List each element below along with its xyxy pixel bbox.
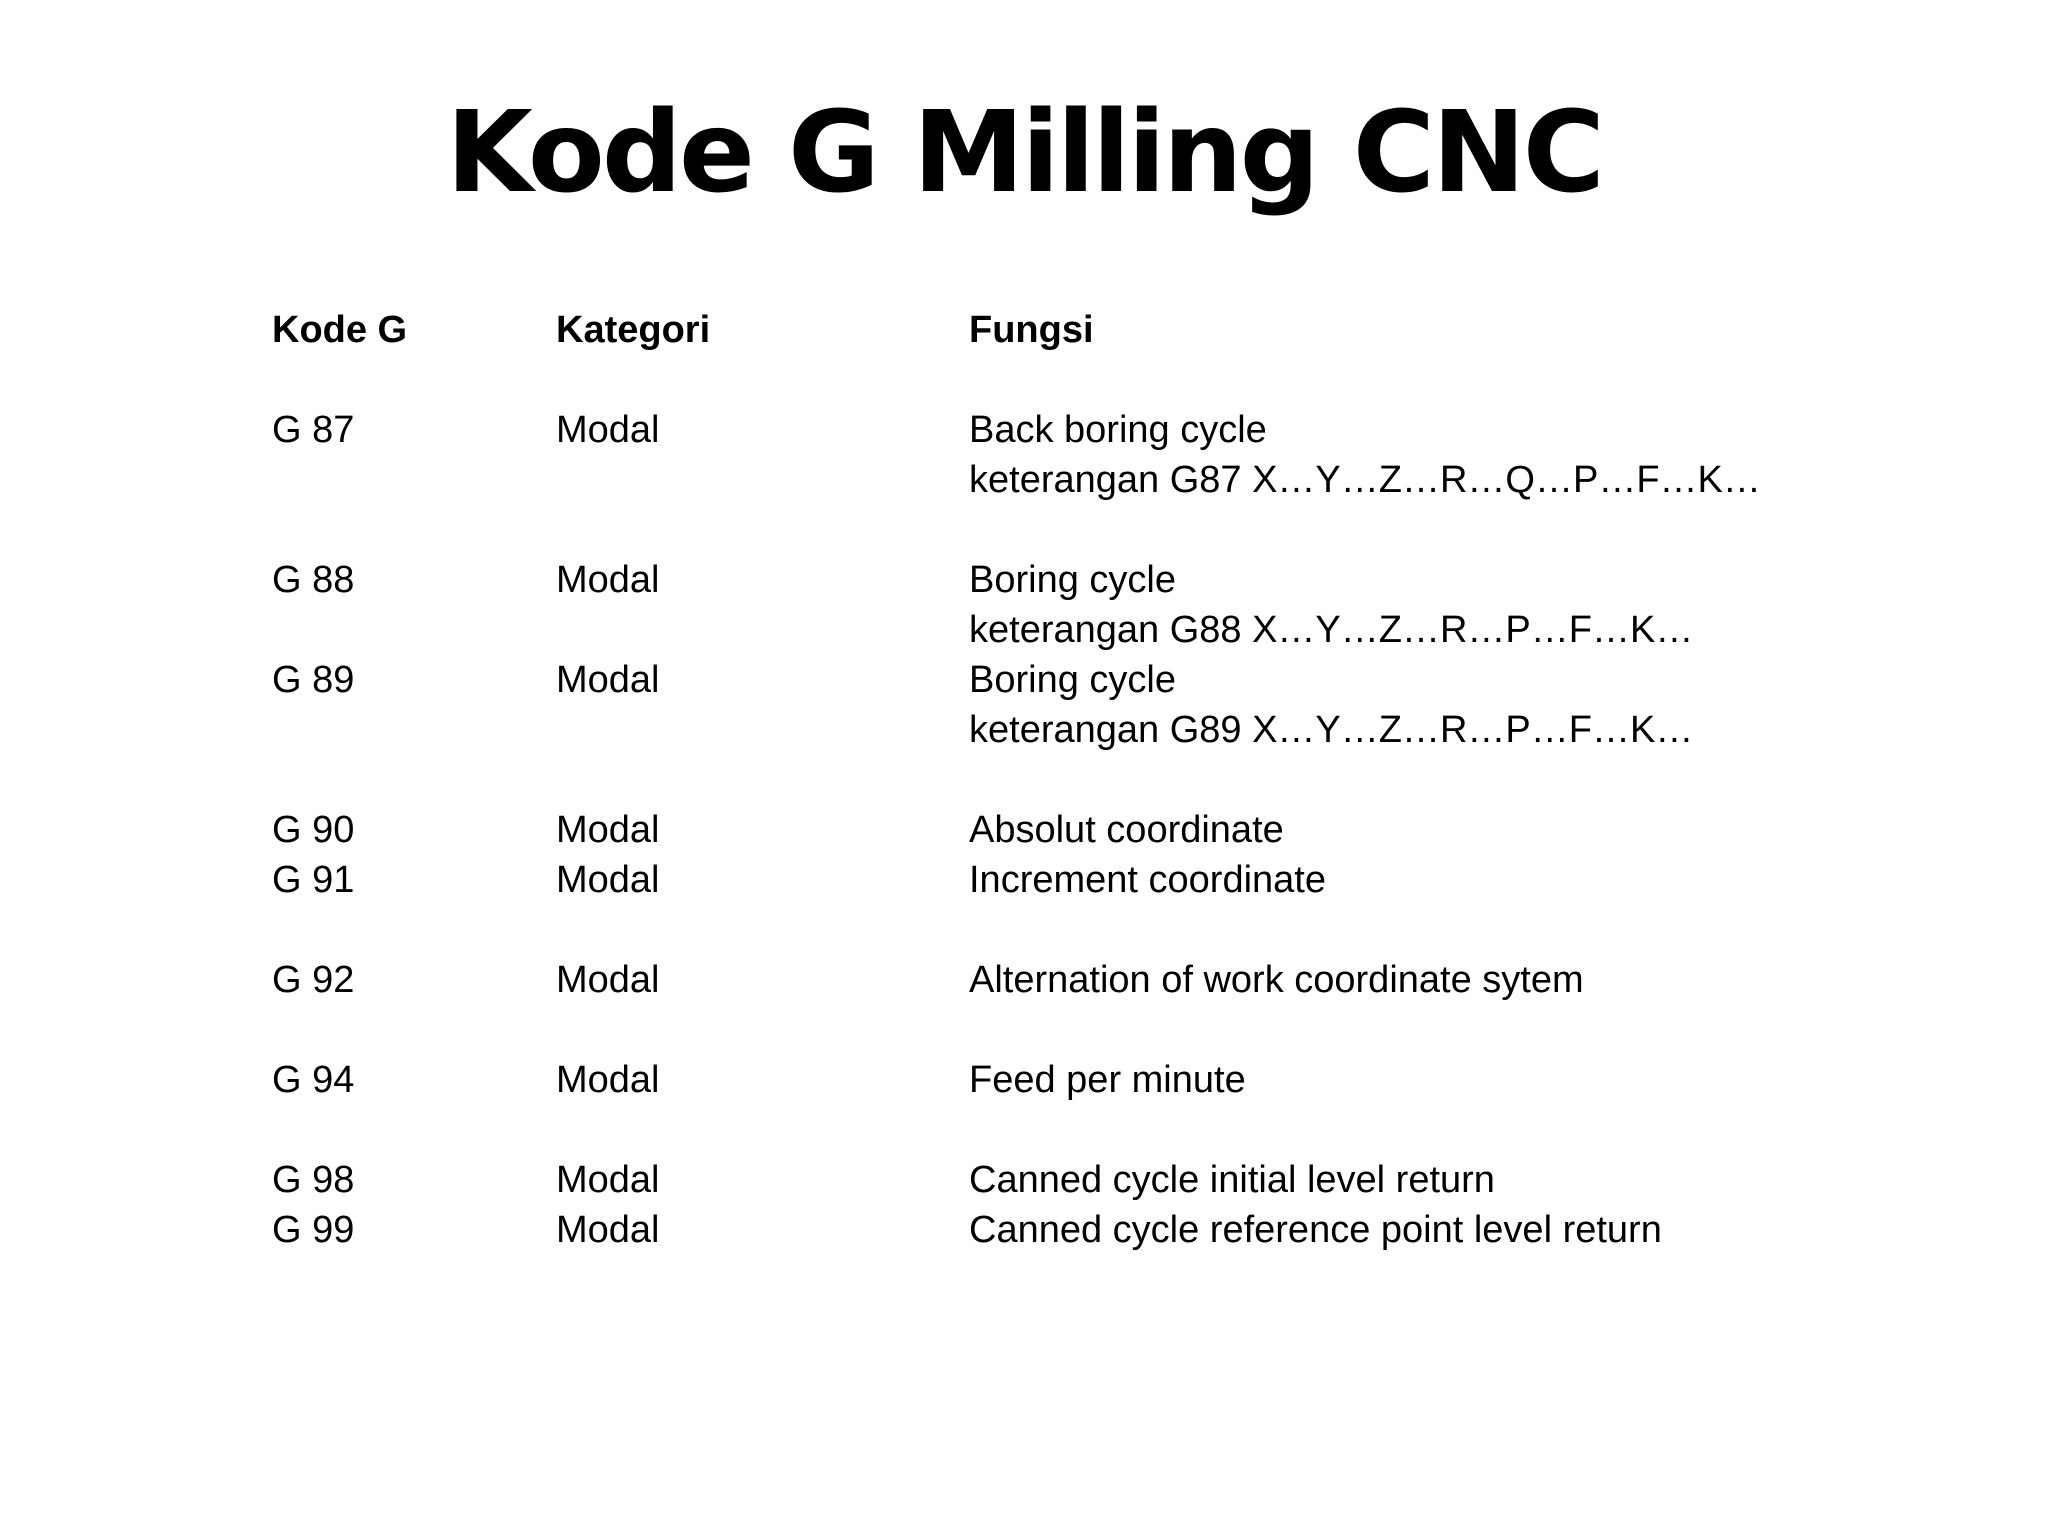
row-g90-function: Absolut coordinate (969, 809, 1284, 851)
row-g94-category: Modal (556, 1059, 660, 1101)
row-g87-code: G 87 (272, 409, 355, 451)
row-g91-function: Increment coordinate (969, 859, 1326, 901)
row-g98-code: G 98 (272, 1159, 355, 1201)
row-g99-category: Modal (556, 1209, 660, 1251)
row-g99-function: Canned cycle reference point level return (969, 1209, 1662, 1251)
row-g98-category: Modal (556, 1159, 660, 1201)
row-g87-note: keterangan G87 X…Y…Z…R…Q…P…F…K… (969, 459, 1761, 501)
row-g89-category: Modal (556, 659, 660, 701)
row-g92-category: Modal (556, 959, 660, 1001)
row-g88-note: keterangan G88 X…Y…Z…R…P…F…K… (969, 609, 1694, 651)
row-g88-function: Boring cycle (969, 559, 1176, 601)
row-g89-note: keterangan G89 X…Y…Z…R…P…F…K… (969, 709, 1694, 751)
g-code-table (272, 0, 1772, 1536)
row-g92-code: G 92 (272, 959, 355, 1001)
row-g99-code: G 99 (272, 1209, 355, 1251)
header-fungsi: Fungsi (969, 309, 1094, 351)
row-g89-function: Boring cycle (969, 659, 1176, 701)
row-g87-function: Back boring cycle (969, 409, 1267, 451)
row-g91-category: Modal (556, 859, 660, 901)
header-kategori: Kategori (556, 309, 711, 351)
row-g88-category: Modal (556, 559, 660, 601)
row-g87-category: Modal (556, 409, 660, 451)
header-kode-g: Kode G (272, 309, 408, 351)
row-g90-category: Modal (556, 809, 660, 851)
row-g98-function: Canned cycle initial level return (969, 1159, 1495, 1201)
row-g88-code: G 88 (272, 559, 355, 601)
row-g94-function: Feed per minute (969, 1059, 1246, 1101)
row-g92-function: Alternation of work coordinate sytem (969, 959, 1584, 1001)
row-g91-code: G 91 (272, 859, 355, 901)
row-g90-code: G 90 (272, 809, 355, 851)
row-g89-code: G 89 (272, 659, 355, 701)
row-g94-code: G 94 (272, 1059, 355, 1101)
page-title: Kode G Milling CNC (446, 88, 1602, 218)
